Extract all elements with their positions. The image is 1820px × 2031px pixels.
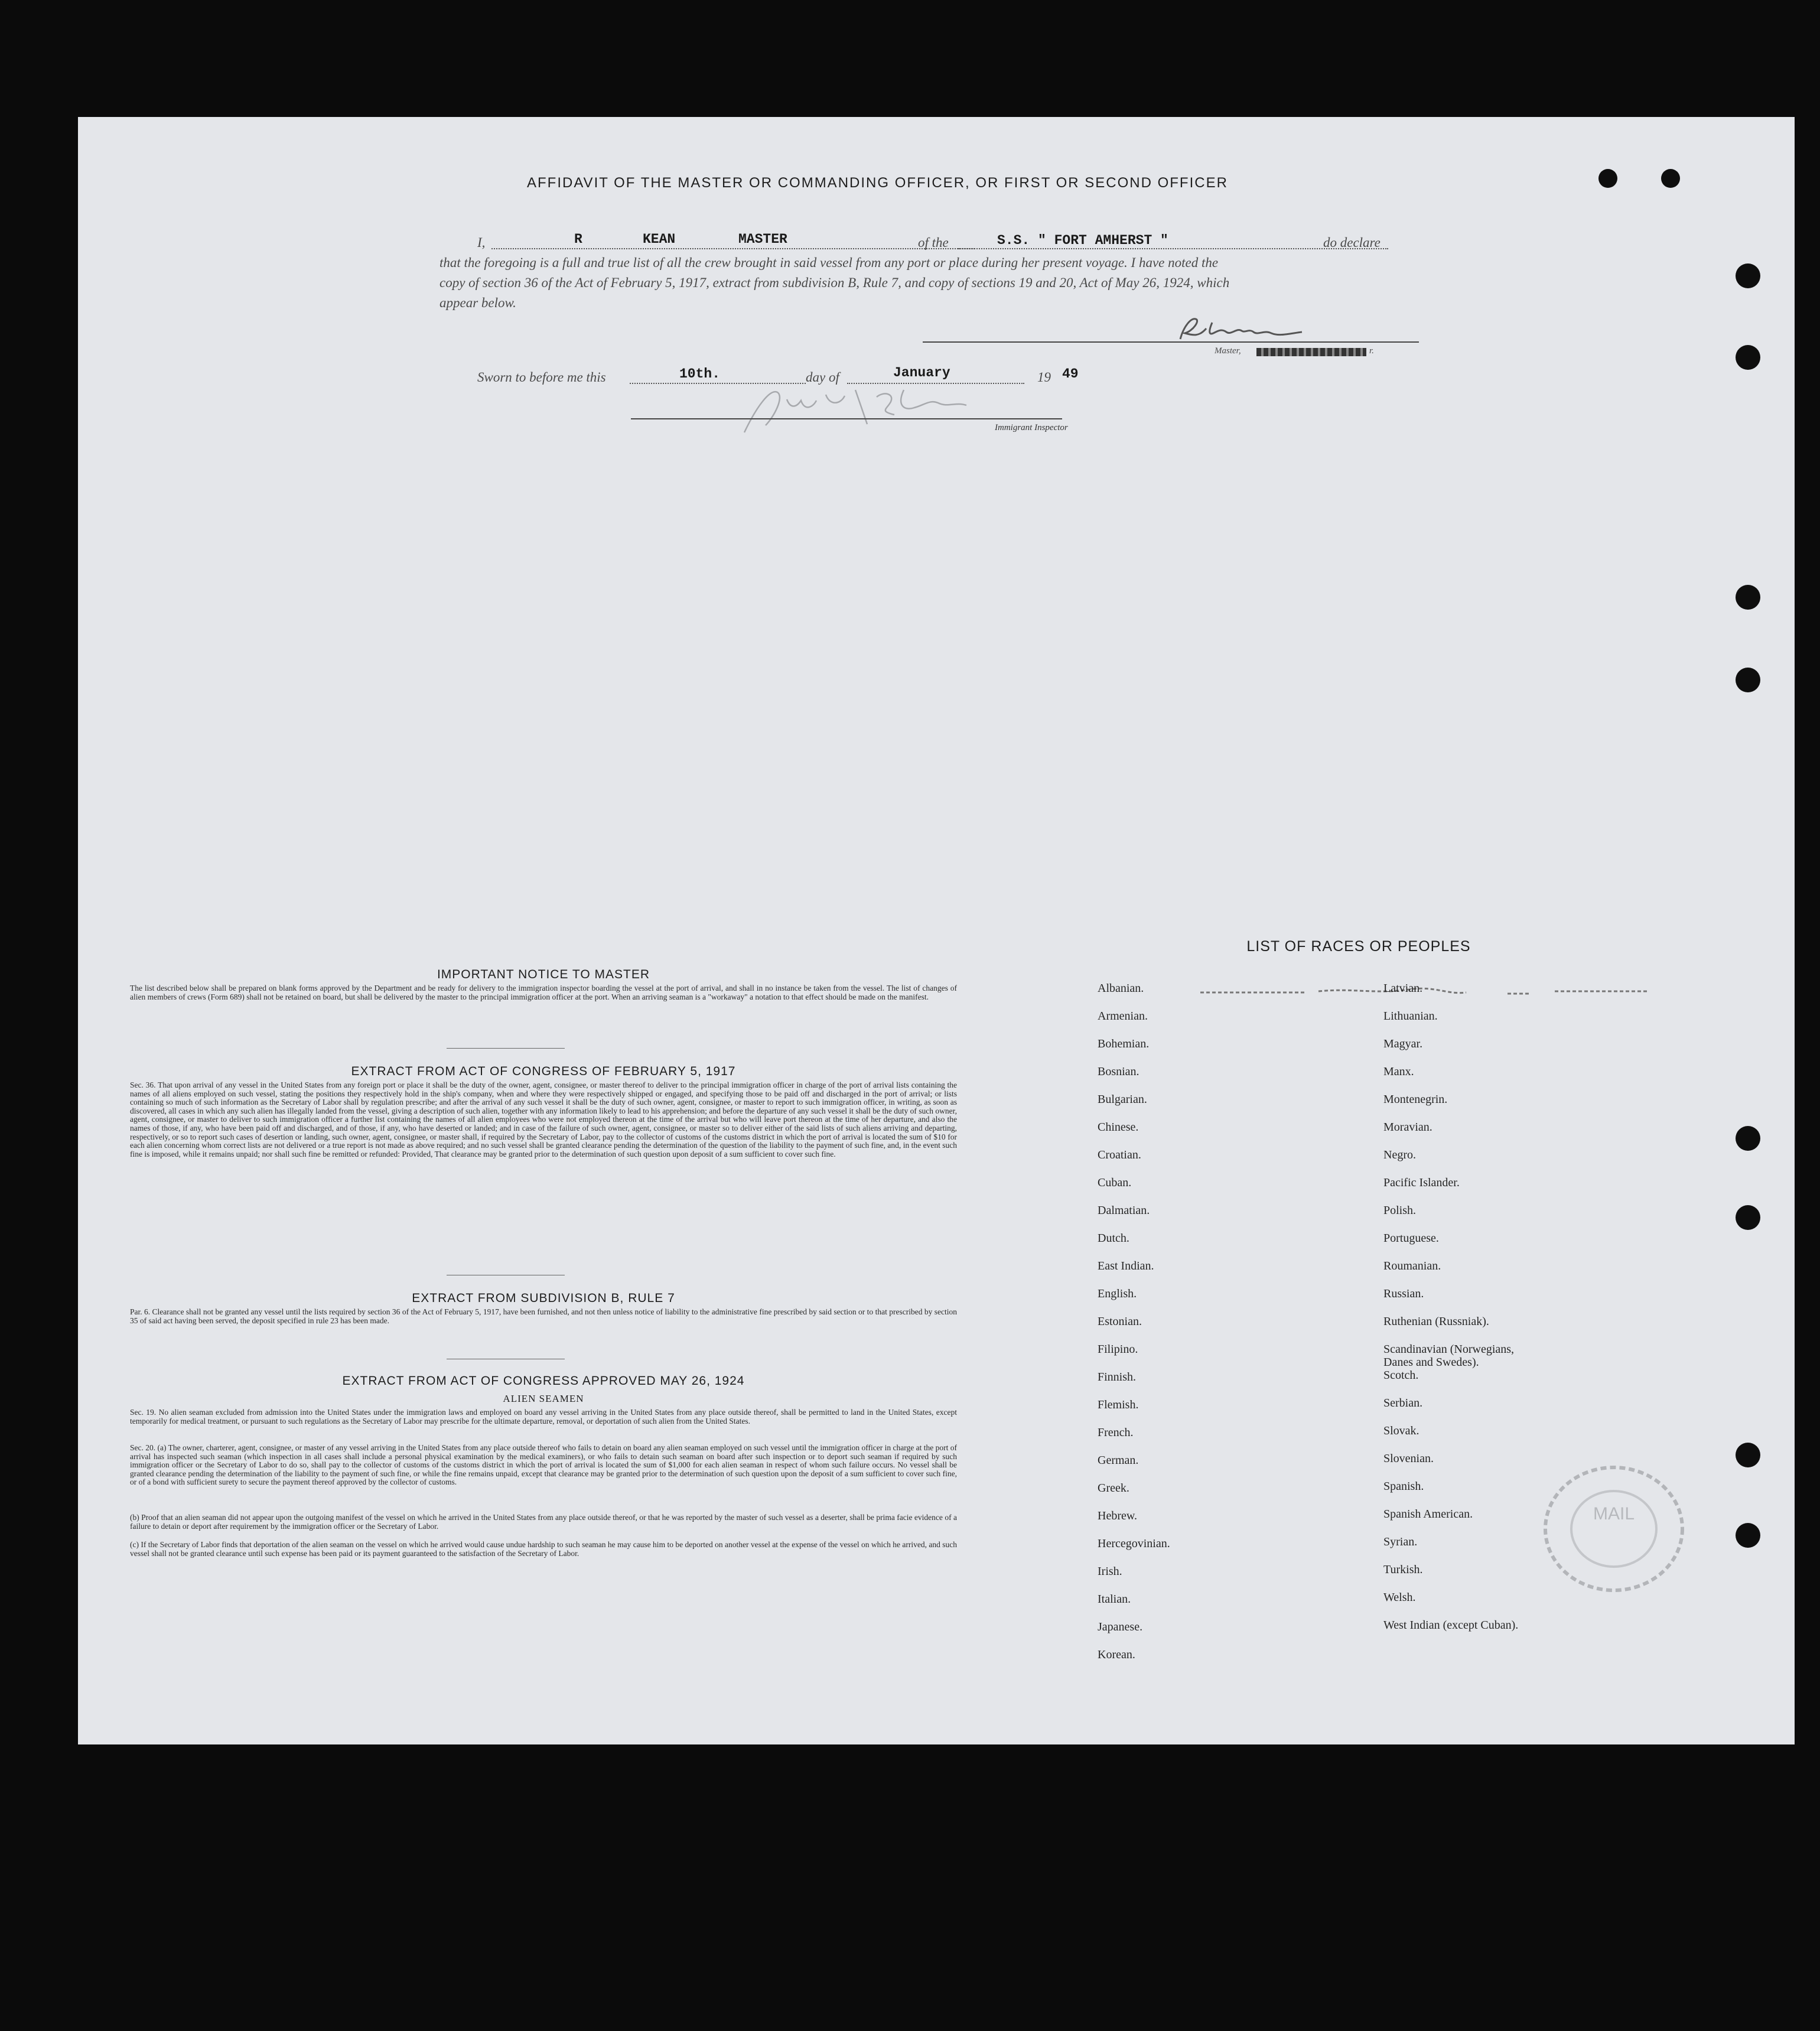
punch-hole (1736, 263, 1760, 288)
inspector-caption: Immigrant Inspector (995, 423, 1068, 432)
punch-hole (1736, 585, 1760, 610)
race-item: Armenian. (1098, 1010, 1148, 1023)
sworn-year: 49 (1062, 366, 1079, 382)
extract-1924-heading: EXTRACT FROM ACT OF CONGRESS APPROVED MAY 26, 1924 (342, 1374, 745, 1388)
races-heading: LIST OF RACES OR PEOPLES (1246, 938, 1471, 955)
race-item: Bohemian. (1098, 1037, 1150, 1050)
race-item: Roumanian. (1383, 1259, 1441, 1272)
race-item: Spanish American. (1383, 1508, 1473, 1521)
race-item: French. (1098, 1426, 1134, 1439)
race-item: Welsh. (1383, 1591, 1416, 1604)
punch-hole (1736, 1523, 1760, 1548)
race-item: Portuguese. (1383, 1232, 1439, 1245)
race-item: Ruthenian (Russniak). (1383, 1315, 1489, 1328)
sec-20c-text: (c) If the Secretary of Labor finds that deportation of the alien seaman on the vessel on which he arrived would cause undue hardship to such seaman he may cause him to be deported on another vessel at the expense of the vessel on which he arrived, and such vessel shall not be granted clearance until such expense has been paid or its payment guaranteed to the satisfaction of the Secretary of Labor. (130, 1540, 957, 1558)
notice-heading: IMPORTANT NOTICE TO MASTER (437, 968, 650, 981)
race-item: Finnish. (1098, 1371, 1137, 1384)
race-item: Latvian. (1383, 982, 1423, 995)
notice-text: The list described below shall be prepared on blank forms approved by the Department and be ready for delivery to the immigration inspector boarding the vessel at the port of arrival, and shall in no instance be taken from the vessel. The list of changes of alien members of crews (Form 689) shall not be retained on board, but shall be delivered by the master to the principal immigration officer at the port. When an arriving seaman is a "workaway" a notation to that effect should be made on the manifest. (130, 984, 957, 1001)
race-item: Scandinavian (Norwegians, (1383, 1343, 1515, 1356)
sec-20b-text: (b) Proof that an alien seaman did not appear upon the outgoing manifest of the vessel on which he arrived in the United States from any place outside thereof, or that he was reported by the master of such vessel as a deserter, shall be prima facie evidence of a failure to detain or deport after requirement by the immigration officer or the Secretary of Labor. (130, 1513, 957, 1531)
race-item: Flemish. (1098, 1398, 1139, 1411)
race-item: Manx. (1383, 1065, 1414, 1078)
day-of-label: day of (806, 370, 839, 385)
race-item: Hercegovinian. (1098, 1537, 1170, 1550)
inspector-signature-line (631, 418, 1062, 419)
punch-hole (1661, 169, 1680, 188)
race-item: Bulgarian. (1098, 1093, 1147, 1106)
race-item: Syrian. (1383, 1535, 1418, 1548)
ink-streak (1200, 984, 1803, 1002)
race-item: Dutch. (1098, 1232, 1129, 1245)
race-item: Greek. (1098, 1482, 1129, 1495)
master-caption: Master, (1215, 346, 1241, 356)
master-caption-end: r. (1369, 346, 1374, 356)
position-title: MASTER (738, 232, 787, 247)
do-declare: do declare (1323, 235, 1381, 250)
punch-hole (1736, 1443, 1760, 1467)
race-item: Lithuanian. (1383, 1010, 1438, 1023)
race-item: Russian. (1383, 1287, 1424, 1300)
race-item: Turkish. (1383, 1563, 1423, 1576)
sworn-month: January (893, 365, 950, 380)
sec-20a-text: Sec. 20. (a) The owner, charterer, agent, consignee, or master of any vessel arriving in the United States from any place outside thereof who fails to detain on board any alien seaman employed on such vessel until the immigration officer in charge at the port of arrival has inspected such seaman (which inspection in all cases shall include a personal physical examination by the medical examiners), or who fails to detain such seaman on board after such inspection or to deport such seaman if required by such immigration officer or the Secretary of Labor to do so, shall pay to the collector of customs of the customs district in which the port of arrival is located the sum of $1,000 for each alien seaman in respect of whom such failure occurs. No vessel shall be granted clearance pending the determination of the liability to the payment of such fine, or while the fine remains unpaid, except that clearance may be granted prior to the determination of such question upon the deposit of a sum sufficient to cover such fine, or of a bond with sufficient surety to secure the payment thereof approved by the collector of customs. (130, 1443, 957, 1487)
struck-out-text (1256, 348, 1366, 356)
race-item: Korean. (1098, 1648, 1135, 1661)
race-item: East Indian. (1098, 1259, 1154, 1272)
punch-hole (1736, 345, 1760, 370)
sworn-day: 10th. (679, 366, 721, 382)
punch-hole (1736, 1126, 1760, 1151)
race-item: Chinese. (1098, 1121, 1139, 1134)
master-signature-line (923, 341, 1419, 343)
race-item: Bosnian. (1098, 1065, 1139, 1078)
year-prefix: 19 (1037, 370, 1051, 385)
race-item: Magyar. (1383, 1037, 1423, 1050)
race-item: Croatian. (1098, 1148, 1141, 1161)
declaration-line-3: copy of section 36 of the Act of February 5, 1917, extract from subdivision B, Rule 7, and copy of sections 19 and 20, Act of May 26, 1924, which (439, 275, 1230, 290)
master-signature (1176, 315, 1311, 344)
section-divider (447, 1048, 565, 1049)
race-item: Irish. (1098, 1565, 1122, 1578)
name-surname: KEAN (643, 232, 676, 247)
extract-1917-text: Sec. 36. That upon arrival of any vessel in the United States from any foreign port or place it shall be the duty of the owner, agent, consignee, or master thereof to deliver to the principal immigration officer in charge of the port of arrival lists containing the names of all aliens employed on such vessel, stating the positions they respectively hold in the ship's company, when and where they were respectively shipped or engaged, and specifying those to be paid off and discharged in the port of arrival; or lists containing so much of such information as the Secretary of Labor shall by regulation prescribe; and after the arrival of any such vessel it shall be the duty of such owner, agent, consignee, or master to report to such immigration officer, in writing, as soon as discovered, all cases in which any such alien has illegally landed from the vessel, giving a description of such alien, together with any information likely to lead to his apprehension; and before the departure of any such vessel it shall be the duty of such owner, agent, consignee, or master to deliver to such immigration officer a further list containing the names of all alien employees who were not employed thereon at the time of the arrival but who will leave port thereon at the time of her departure, and also the names of those, if any, who have been paid off and discharged, and of those, if any, who have deserted or landed; and in case of the failure of such owner, agent, consignee, or master so to deliver either of the said lists of such aliens arriving and departing, respectively, or so to report such cases of desertion or landing, such owner, agent, consignee, or master shall, if required by the Secretary of Labor, pay to the collector of customs of the customs district in which the port of arrival is located the sum of $10 for each alien concerning whom correct lists are not delivered or a true report is not made as above required; and no such vessel shall be granted clearance pending the determination of the question of the liability to the payment of such fine, and, in the event such fine is imposed, while it remains unpaid; nor shall such fine be remitted or refunded: Provided, That clearance may be granted prior to the determination of such question upon deposit of a sum sufficient to cover such fine. (130, 1080, 957, 1158)
affidavit-title: AFFIDAVIT OF THE MASTER OR COMMANDING OFFICER, OR FIRST OR SECOND OFFICER (527, 175, 1228, 191)
race-item: Pacific Islander. (1383, 1176, 1460, 1189)
rule-7-heading: EXTRACT FROM SUBDIVISION B, RULE 7 (412, 1291, 675, 1305)
name-field-line (491, 248, 975, 249)
race-item: Slovenian. (1383, 1452, 1434, 1465)
race-item: Montenegrin. (1383, 1093, 1448, 1106)
race-item: Hebrew. (1098, 1509, 1138, 1522)
race-item: Scotch. (1383, 1369, 1419, 1382)
declaration-line-4: appear below. (439, 295, 516, 310)
name-initial: R (574, 232, 582, 247)
race-item: Spanish. (1383, 1480, 1424, 1493)
race-item: Albanian. (1098, 982, 1144, 995)
race-item: Polish. (1383, 1204, 1417, 1217)
race-item: German. (1098, 1454, 1139, 1467)
sworn-prefix: Sworn to before me this (477, 370, 606, 385)
postal-stamp (1519, 1453, 1697, 1601)
race-item: Estonian. (1098, 1315, 1142, 1328)
race-item: Cuban. (1098, 1176, 1132, 1189)
race-item: Dalmatian. (1098, 1204, 1150, 1217)
i-label: I, (477, 235, 486, 250)
punch-hole (1736, 1205, 1760, 1230)
race-item: West Indian (except Cuban). (1383, 1619, 1519, 1632)
race-item: Italian. (1098, 1593, 1131, 1606)
punch-hole (1736, 668, 1760, 692)
vessel-name: S.S. " FORT AMHERST " (997, 233, 1168, 248)
race-item: Filipino. (1098, 1343, 1138, 1356)
declaration-line-2: that the foregoing is a full and true list of all the crew brought in said vessel from any port or place during her present voyage. I have noted the (439, 255, 1219, 270)
sec-19-text: Sec. 19. No alien seaman excluded from admission into the United States under the immigration laws and employed on board any vessel arriving in the United States from any place outside thereof, shall be permitted to land in the United States, except temporarily for medical treatment, or pursuant to such regulations as the Secretary of Labor may prescribe for the ultimate departure, removal, or deportation of such alien from the United States. (130, 1408, 957, 1425)
race-item: Danes and Swedes). (1383, 1356, 1479, 1369)
race-item: Serbian. (1383, 1397, 1423, 1410)
alien-seamen-subheading: ALIEN SEAMEN (503, 1393, 584, 1404)
race-item: Negro. (1383, 1148, 1416, 1161)
inspector-signature (740, 382, 1023, 441)
race-item: Slovak. (1383, 1424, 1419, 1437)
extract-1917-heading: EXTRACT FROM ACT OF CONGRESS OF FEBRUARY 5, 1917 (351, 1065, 736, 1078)
punch-hole (1598, 169, 1617, 188)
race-item: Moravian. (1383, 1121, 1432, 1134)
of-the-label: of the (918, 235, 949, 250)
stamp-text: MAIL (1593, 1504, 1635, 1524)
race-item: Japanese. (1098, 1620, 1143, 1633)
rule-7-text: Par. 6. Clearance shall not be granted any vessel until the lists required by section 36 of the Act of February 5, 1917, have been furnished, and not then unless notice of liability to the administrative fine prescribed by said section or to that prescribed by section 35 of said act having been served, the deposit specified in rule 23 has been made. (130, 1307, 957, 1325)
document-page (78, 117, 1795, 1744)
race-item: English. (1098, 1287, 1137, 1300)
